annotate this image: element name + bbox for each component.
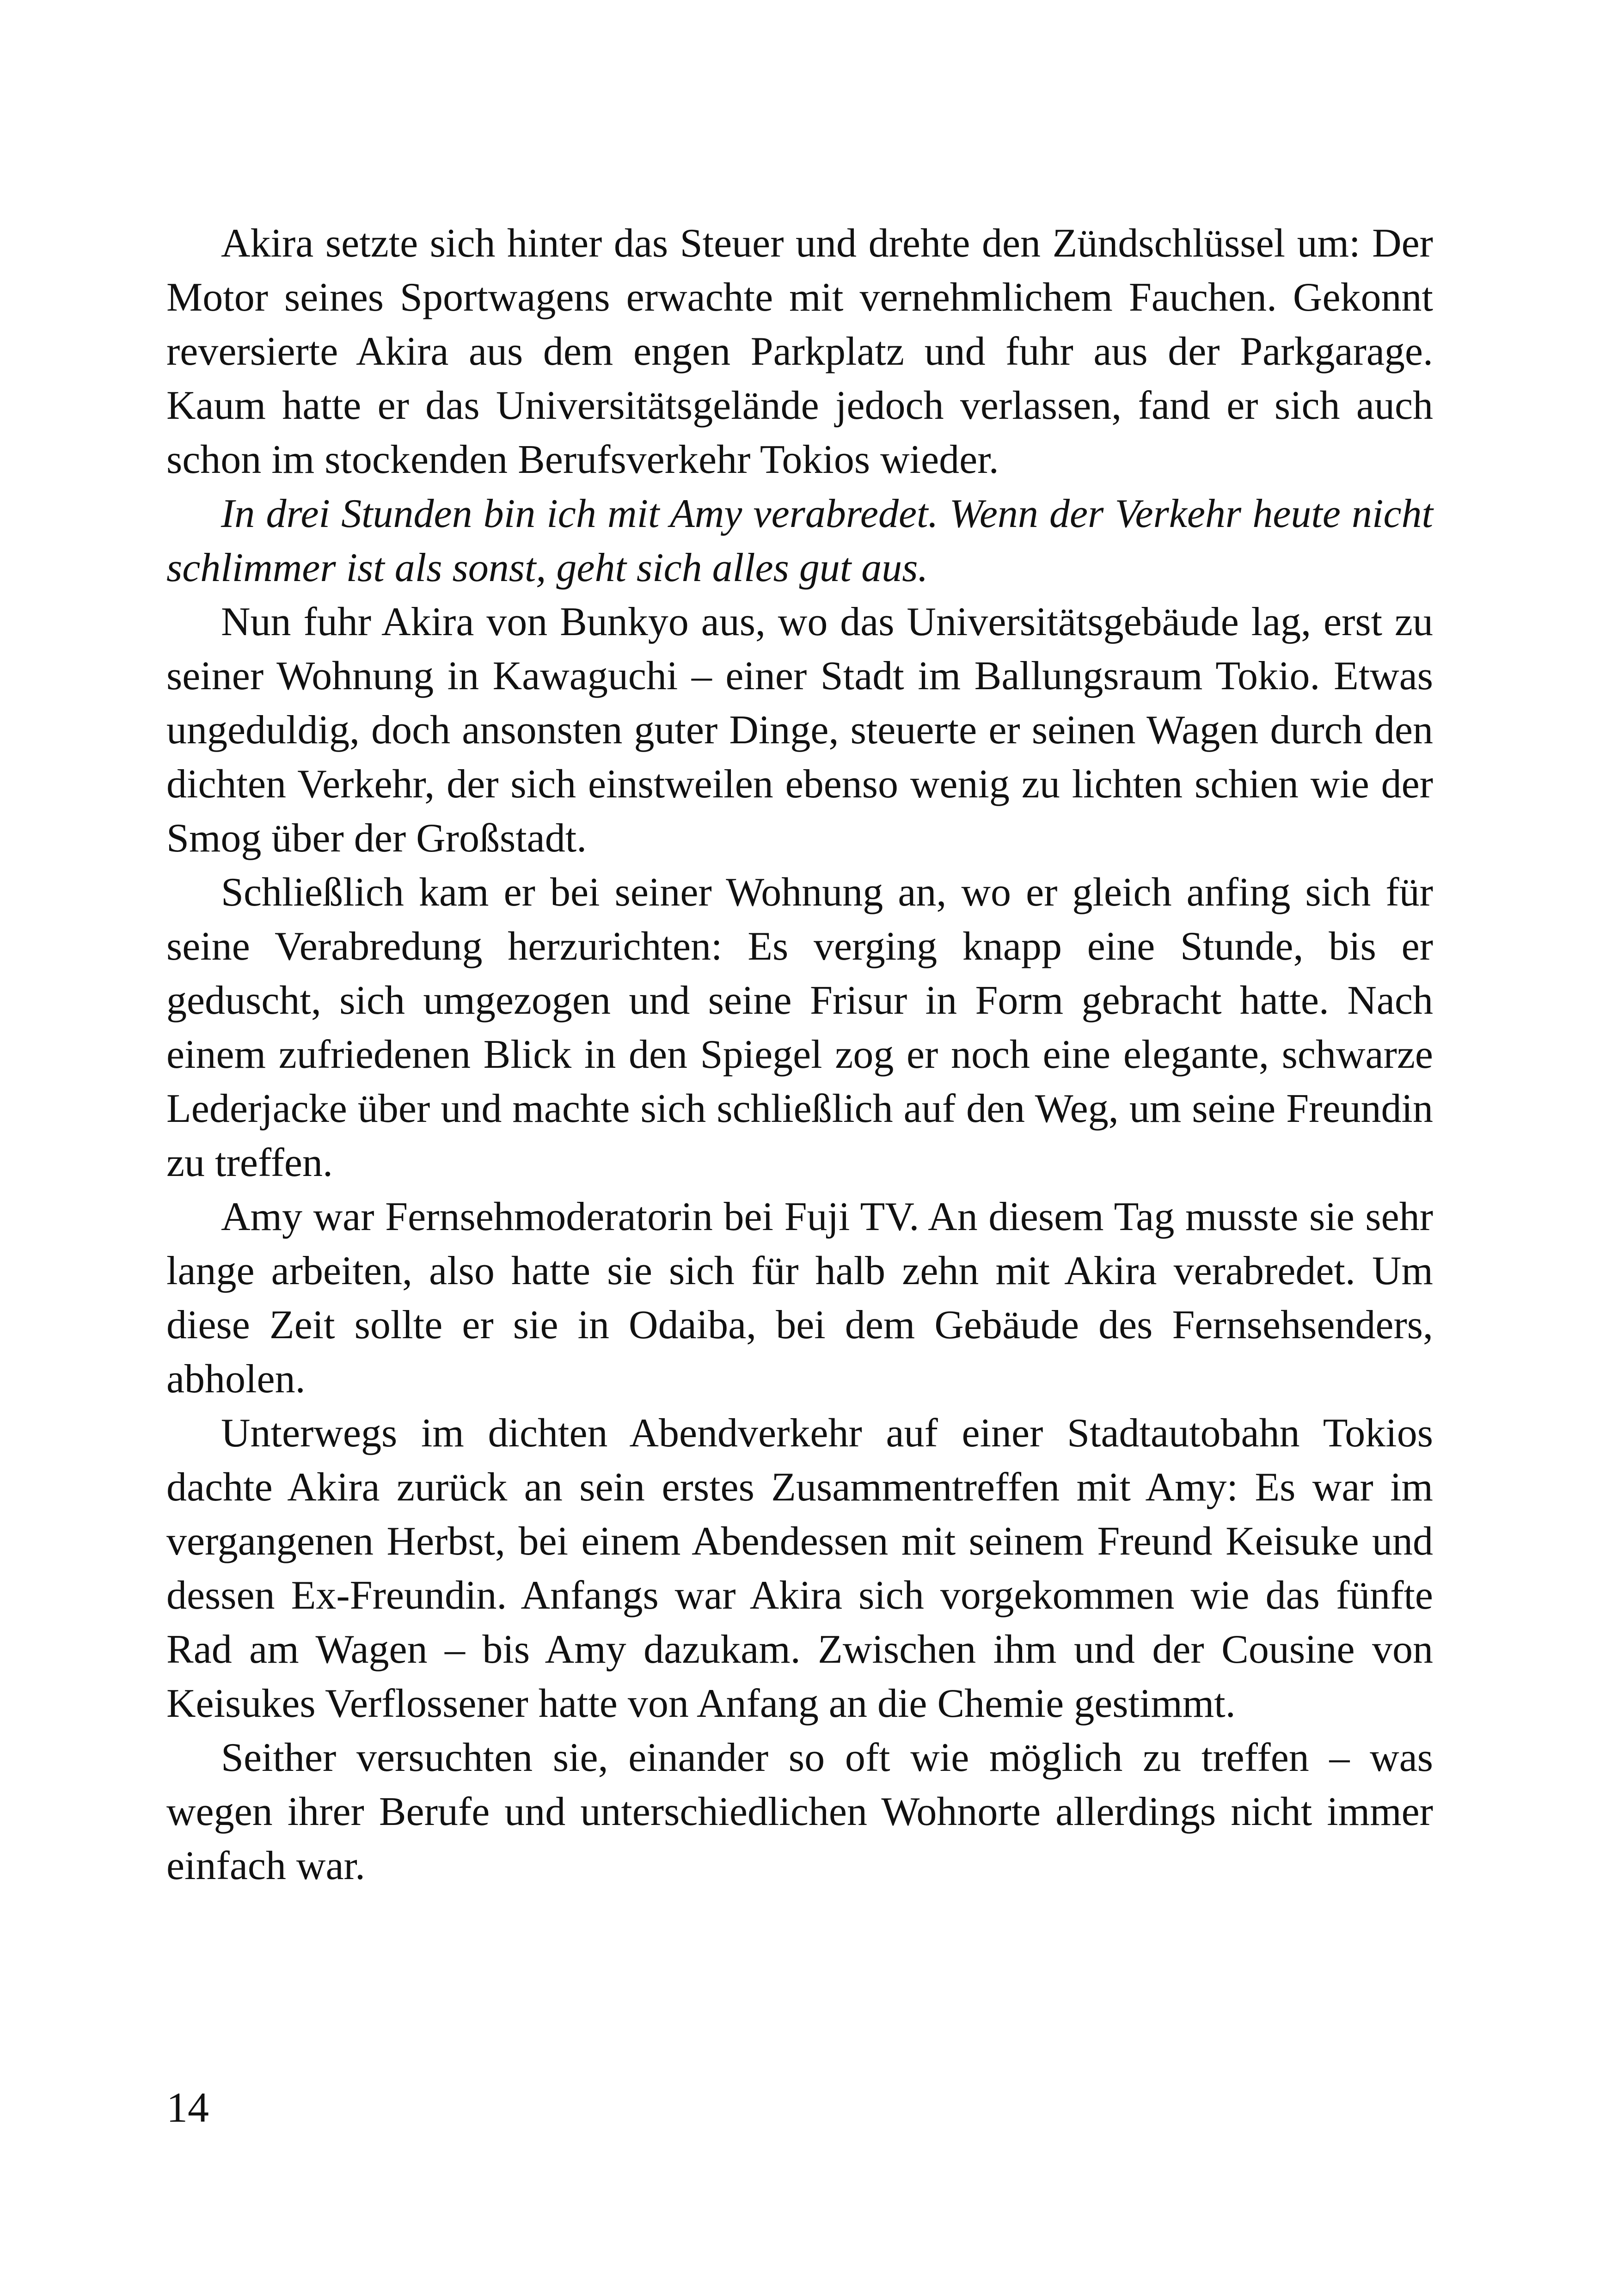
page-number: 14 [166, 2084, 209, 2131]
paragraph-2-thought: In drei Stunden bin ich mit Amy verabredet. Wenn der Verkehr heute nicht schlimmer ist als sonst, geht sich alles gut aus. [166, 491, 1433, 590]
paragraph-4: Schließlich kam er bei seiner Wohnung an, wo er gleich anfing sich für seine Verabredung herzurichten: Es verging knapp eine Stunde, bis er geduscht, sich umgezogen und seine Frisur in Form gebracht hatte. Nach einem zufriedenen Blick in den Spiegel zog er noch eine elegante, schwarze Lederjacke über und machte sich schließlich auf den Weg, um seine Freundin zu treffen. [166, 870, 1433, 1185]
paragraph-3: Nun fuhr Akira von Bunkyo aus, wo das Universitätsgebäude lag, erst zu seiner Wohnung in Kawaguchi – einer Stadt im Ballungsraum Tokio. Etwas ungeduldig, doch ansonsten guter Dinge, steuerte er seinen Wagen durch den dichten Verkehr, der sich einstweilen ebenso wenig zu lichten schien wie der Smog über der Großstadt. [166, 600, 1433, 861]
paragraph-5: Amy war Fernsehmoderatorin bei Fuji TV. An diesem Tag musste sie sehr lange arbeiten, also hatte sie sich für halb zehn mit Akira verabredet. Um diese Zeit sollte er sie in Odaiba, bei dem Gebäude des Fernsehsenders, abholen. [166, 1194, 1433, 1402]
paragraph-1: Akira setzte sich hinter das Steuer und drehte den Zündschlüssel um: Der Motor seines Sportwagens erwachte mit vernehmlichem Fauchen. Gekonnt reversierte Akira aus dem engen Parkplatz und fuhr aus der Parkgarage. Kaum hatte er das Universitätsgelände jedoch verlassen, fand er sich auch schon im stockenden Berufsverkehr Tokios wieder. [166, 221, 1433, 482]
paragraph-6: Unterwegs im dichten Abendverkehr auf einer Stadtautobahn Tokios dachte Akira zurück an sein erstes Zusammentreffen mit Amy: Es war im vergangenen Herbst, bei einem Abendessen mit seinem Freund Keisuke und dessen Ex-Freundin. Anfangs war Akira sich vorgekommen wie das fünfte Rad am Wagen – bis Amy dazukam. Zwischen ihm und der Cousine von Keisukes Verflossener hatte von Anfang an die Chemie gestimmt. [166, 1411, 1433, 1726]
body-text [166, 216, 1433, 1893]
paragraph-7: Seither versuchten sie, einander so oft wie möglich zu treffen – was wegen ihrer Berufe und unterschiedlichen Wohnorte allerdings nicht immer einfach war. [166, 1735, 1433, 1888]
